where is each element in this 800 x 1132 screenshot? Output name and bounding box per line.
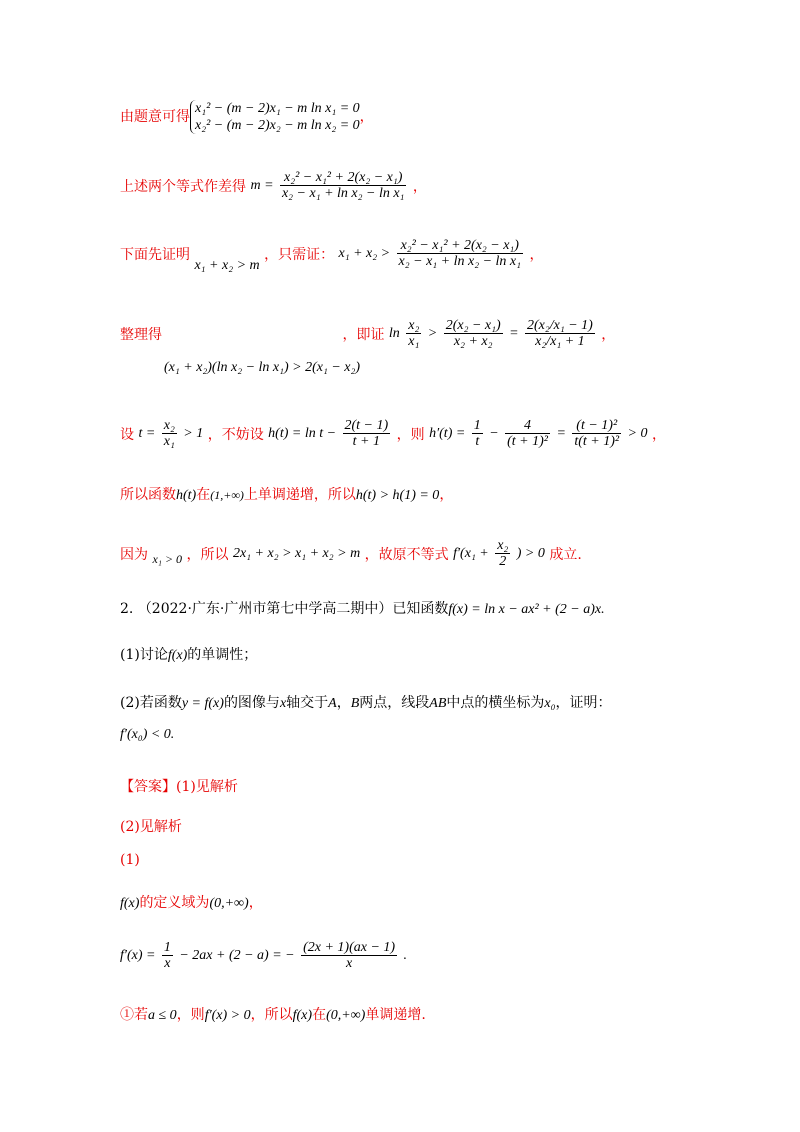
solution-line-4: 整理得 (x₁ + x₂)(ln x₂ − ln x₁) > 2(x₁ − x₂) ，即证 ln $\frac{\text{x₂}}{\text{x₁}}$ > $\frac{\text{2(x₂ − x₁)}}{\text{x₂ + x₂}}$ = $\frac{\text{2(x₂/x₁ − 1)}}{\text{x₂/x₁ + 1}}$ ，: [120, 318, 616, 375]
equation-1: x₁² − (m − 2)x₁ − m ln x₁ = 0: [195, 101, 360, 116]
solution-line-5: 设 t = $\frac{\text{x₂}}{\text{x₁}}$ > 1 ，不妨设 h(t) = ln t − $\frac{2(t - 1)}{t + 1}$ ，则 h′(t) = $\frac{1}{t}$ − $\frac{4}{\text{(t + 1)²}}$ = $\frac{\text{(t − 1)²}}{\text{t(t + 1)²}}$ > 0 ，: [120, 418, 666, 449]
part-1-heading: (1): [120, 852, 140, 868]
solution-line-2: 上述两个等式作差得 m = $\frac{\text{x₂² − x₁² + 2(x₂ − x₁)}}{\text{x₂ − x₁ + ln x₂ − ln x₁}}$ ，: [120, 170, 427, 201]
answer-line-2: (2)见解析: [120, 819, 182, 835]
answer-label: 【答案】: [120, 779, 176, 795]
line-text: 由题意可得: [120, 109, 190, 125]
question-1: (1)讨论f(x)的单调性；: [120, 647, 258, 663]
solution-line-1: 由题意可得 x₁² − (m − 2)x₁ − m ln x₁ = 0 x₂² − (m − 2)x₂ − m ln x₂ = 0 ，: [120, 101, 374, 133]
problem-number: 2.: [120, 601, 134, 617]
problem-function: f(x) = ln x − ax² + (2 − a)x.: [448, 602, 605, 617]
answer-line: 【答案】(1)见解析: [120, 779, 238, 795]
solution-line-7: 因为 x₁ > 0 ，所以 2x₁ + x₂ > x₁ + x₂ > m ，故原不等式 f′(x₁ + $\frac{\text{x₂}}{2}$ ) > 0 成立.: [120, 538, 582, 569]
domain-line: f(x)的定义域为(0,+∞)，: [120, 895, 263, 911]
m-fraction: $\frac{\text{x₂² − x₁² + 2(x₂ − x₁)}}{\text{x₂ − x₁ + ln x₂ − ln x₁}}$: [281, 170, 405, 201]
derivative-line: f′(x) = $\frac{1}{x}$ − 2ax + (2 − a) = − $\frac{(2x + 1)(ax - 1)}{x}$ .: [120, 940, 408, 971]
problem-source: （2022·广东·广州市第七中学高二期中）已知函数: [137, 601, 449, 617]
equation-2: x₂² − (m − 2)x₂ − m ln x₂ = 0: [195, 118, 360, 133]
claim-fraction: $\frac{\text{x₂² − x₁² + 2(x₂ − x₁)}}{\text{x₂ − x₁ + ln x₂ − ln x₁}}$: [398, 238, 521, 269]
problem-2-statement: [120, 598, 605, 618]
m-lhs: m =: [250, 177, 274, 193]
solution-line-3: 下面先证明 x₁ + x₂ > m ，只需证： x₁ + x₂ > $\frac{\text{x₂² − x₁² + 2(x₂ − x₁)}}{\text{x₂ − x₁ + ln x₂ − ln x₁}}$ ，: [120, 238, 544, 273]
claim-inequality: x₁ + x₂ > m: [194, 257, 260, 273]
rearranged-inequality: (x₁ + x₂)(ln x₂ − ln x₁) > 2(x₁ − x₂): [164, 360, 361, 375]
question-2: (2)若函数y = f(x)的图像与x轴交于A，B两点，线段AB中点的横坐标为x₀，证明：: [120, 695, 612, 711]
case-1-line: ①若a ≤ 0，则f′(x) > 0，所以f(x)在(0,+∞)单调递增.: [120, 1007, 426, 1023]
solution-line-6: 所以函数h(t)在(1,+∞)上单调递增，所以h(t) > h(1) = 0，: [120, 487, 454, 503]
question-2-inequality: f′(x₀) < 0.: [120, 727, 175, 742]
equation-system: [190, 100, 360, 134]
